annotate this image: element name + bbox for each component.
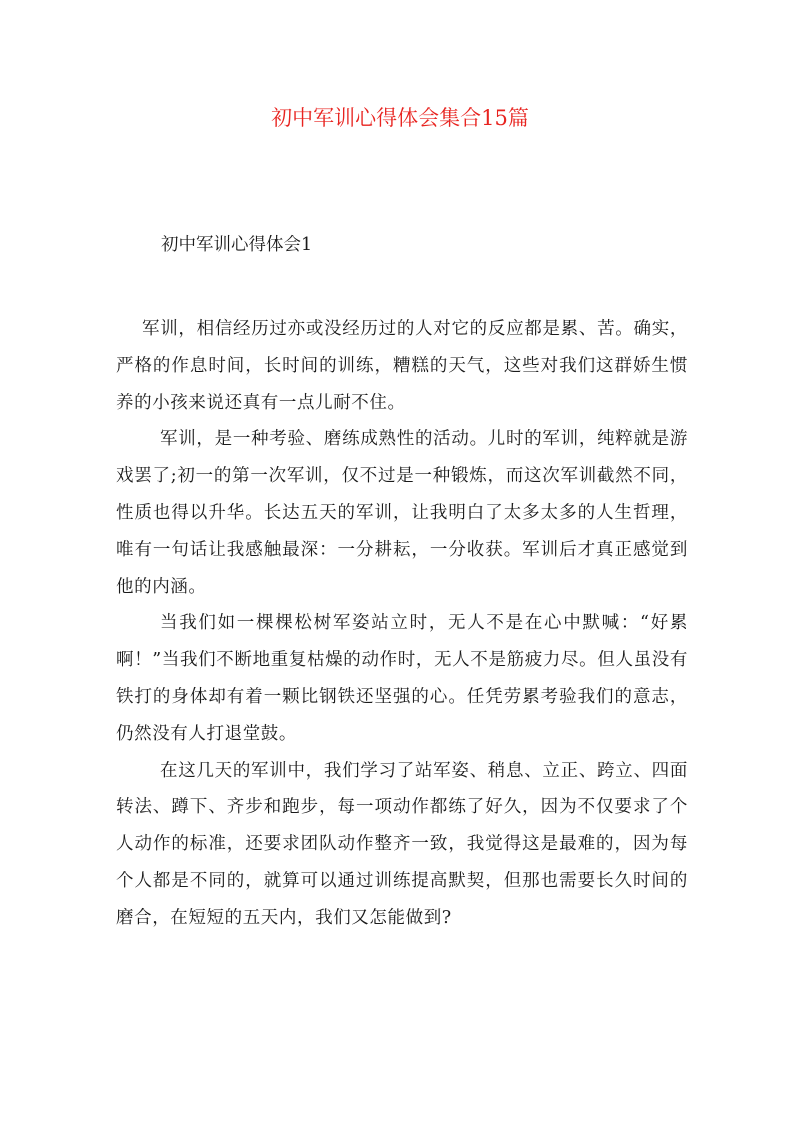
document-title: 初中军训心得体会集合15篇: [271, 106, 529, 130]
paragraph: 军训，相信经历过亦或没经历过的人对它的反应都是累、苦。确实，严格的作息时间，长时间的训练，糟糕的天气，这些对我们这群娇生惯养的小孩来说还真有一点儿耐不住。: [116, 319, 688, 413]
document-body: [116, 311, 688, 937]
paragraph: 在这几天的军训中，我们学习了站军姿、稍息、立正、跨立、四面转法、蹲下、齐步和跑步，每一项动作都练了好久，因为不仅要求了个人动作的标准，还要求团队动作整齐一致，我觉得这是最难的，因为每个人都是不同的，就算可以通过训练提高默契，但那也需要长久时间的磨合，在短短的五天内，我们又怎能做到?: [116, 760, 688, 928]
paragraph: 当我们如一棵棵松树军姿站立时，无人不是在心中默喊：“好累啊！”当我们不断地重复枯燥的动作时，无人不是筋疲力尽。但人虽没有铁打的身体却有着一颗比钢铁还坚强的心。任凭劳累考验我们的意志，仍然没有人打退堂鼓。: [116, 613, 688, 744]
paragraph: 军训，是一种考验、磨练成熟性的活动。儿时的军训，纯粹就是游戏罢了;初一的第一次军训，仅不过是一种锻炼，而这次军训截然不同，性质也得以升华。长达五天的军训，让我明白了太多太多的人生哲理，唯有一句话让我感触最深：一分耕耘，一分收获。军训后才真正感觉到他的内涵。: [116, 429, 688, 597]
section-heading: 初中军训心得体会1: [161, 235, 313, 255]
